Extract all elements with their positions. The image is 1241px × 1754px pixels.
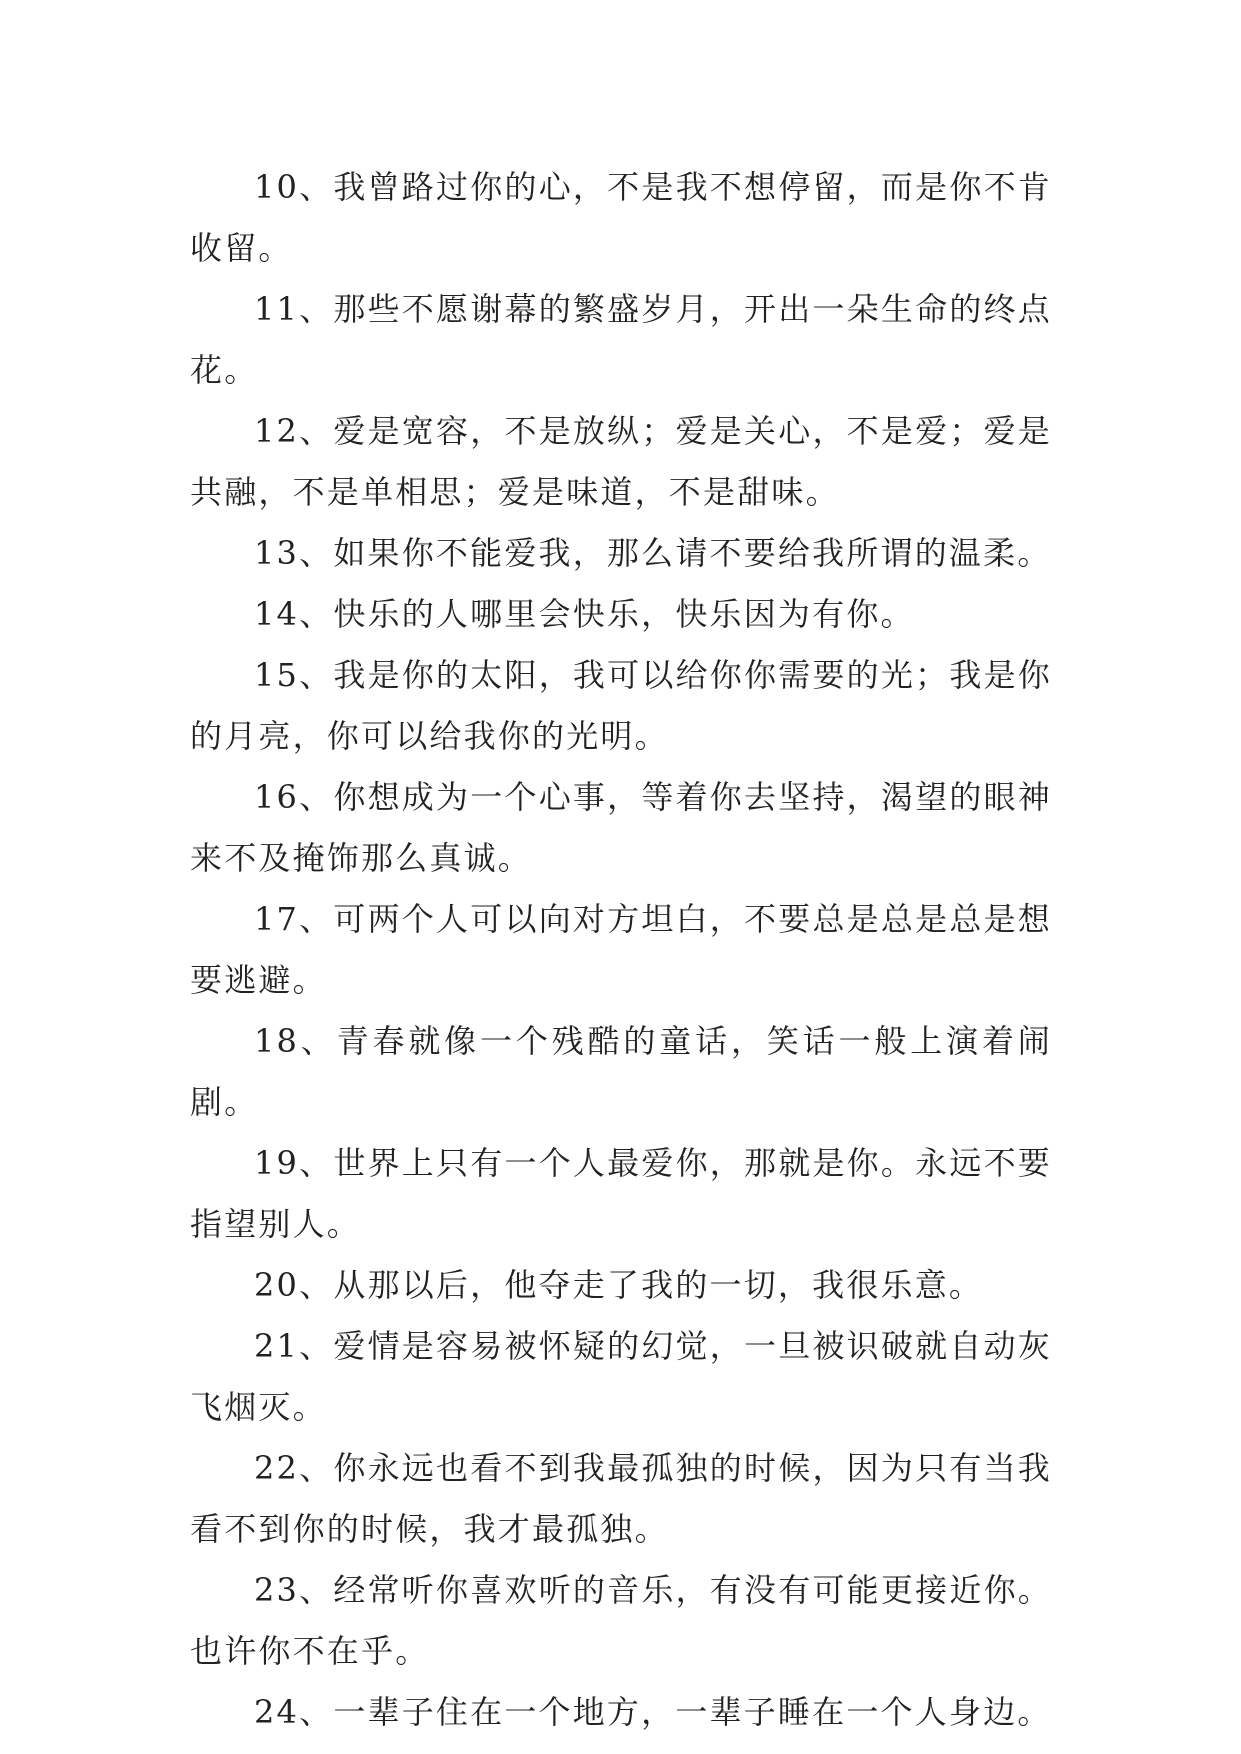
document-body [190, 157, 1052, 1743]
paragraph-20: 20、从那以后，他夺走了我的一切，我很乐意。 [254, 1266, 984, 1304]
paragraph-24: 24、一辈子住在一个地方，一辈子睡在一个人身边。 [254, 1693, 1052, 1731]
paragraph-14: 14、快乐的人哪里会快乐，快乐因为有你。 [254, 595, 915, 633]
paragraph-10: 10、我曾路过你的心，不是我不想停留，而是你不肯收留。 [190, 168, 1052, 267]
paragraph-16: 16、你想成为一个心事，等着你去坚持，渴望的眼神来不及掩饰那么真诚。 [190, 778, 1052, 877]
paragraph-17: 17、可两个人可以向对方坦白，不要总是总是总是想要逃避。 [190, 900, 1052, 999]
paragraph-18: 18、青春就像一个残酷的童话，笑话一般上演着闹剧。 [190, 1022, 1052, 1121]
paragraph-12: 12、爱是宽容，不是放纵；爱是关心，不是爱；爱是共融，不是单相思；爱是味道，不是甜味。 [190, 412, 1052, 511]
paragraph-19: 19、世界上只有一个人最爱你，那就是你。永远不要指望别人。 [190, 1144, 1052, 1243]
paragraph-15: 15、我是你的太阳，我可以给你你需要的光；我是你的月亮，你可以给我你的光明。 [190, 656, 1052, 755]
paragraph-11: 11、那些不愿谢幕的繁盛岁月，开出一朵生命的终点花。 [190, 290, 1052, 389]
paragraph-22: 22、你永远也看不到我最孤独的时候，因为只有当我看不到你的时候，我才最孤独。 [190, 1449, 1052, 1548]
paragraph-23: 23、经常听你喜欢听的音乐，有没有可能更接近你。也许你不在乎。 [190, 1571, 1052, 1670]
paragraph-13: 13、如果你不能爱我，那么请不要给我所谓的温柔。 [254, 534, 1052, 572]
paragraph-21: 21、爱情是容易被怀疑的幻觉，一旦被识破就自动灰飞烟灭。 [190, 1327, 1052, 1426]
